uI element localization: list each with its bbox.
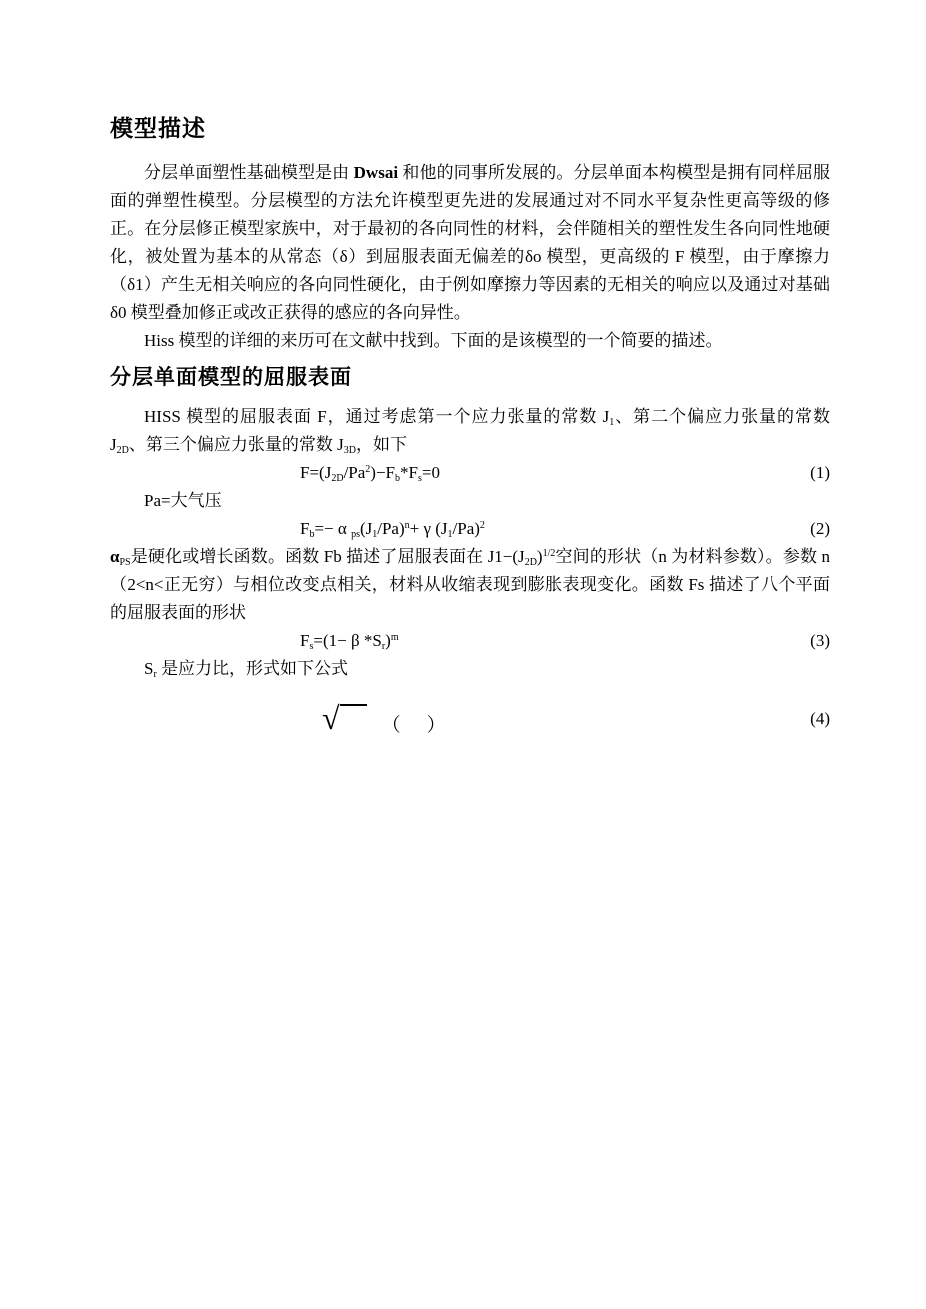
- paragraph-stress-ratio: $S_r$ 是应力比，形式如下公式: [144, 659, 349, 680]
- paragraph-yield-surface-intro: HISS 模型的屈服表面 F，通过考虑第一个应力张量的常数 $J_1$、第二个偏应力张量的常数 $J_{2D}$、第三个偏应力张量的常数 $J_{3D}$，如下: [110, 407, 831, 456]
- equation-1-number: (1): [810, 463, 830, 482]
- heading-yield-surface: 分层单面模型的屈服表面: [110, 366, 352, 389]
- paragraph-hardening-function: $\alpha_{PS}$是硬化或增长函数。函数 Fb 描述了屈服表面在 $J1-(J_{2D})^{1/2}$空间的形状（n 为材料参数）。参数 n（2<n<正无穷）与相位改变点相关，材料从收缩表现到膨胀表现变化。函数 Fs 描述了八个平面的屈服表面的形状: [110, 547, 831, 622]
- equation-2: [110, 515, 830, 543]
- equation-3-number: (3): [810, 631, 830, 650]
- equation-3: [110, 627, 830, 655]
- equation-3-formula: $F_s=(1- \beta$ $*S_r)^m$: [300, 631, 399, 652]
- equation-1-formula: $F=(J_{2D}/Pa^2)-F_b*F_s=0$: [300, 463, 440, 484]
- equation-2-number: (2): [810, 519, 830, 538]
- equation-4-open-paren: （: [381, 714, 401, 736]
- pa-definition-line: Pa=大气压: [144, 491, 222, 510]
- equation-1: [110, 459, 830, 487]
- square-root-glyph: √: [322, 700, 340, 736]
- heading-model-description: 模型描述: [110, 115, 206, 141]
- equation-4: [110, 695, 830, 751]
- equation-2-formula: $F_b=- \alpha$ $_{ps}(J_1/Pa)^n+ \gamma$ $(J_1/Pa)^2$: [300, 519, 485, 540]
- equation-4-close-paren: ）: [426, 714, 446, 736]
- paragraph-model-intro: 分层单面塑性基础模型是由 Dwsai 和他的同事所发展的。分层单面本构模型是拥有同样屈服面的弹塑性模型。分层模型的方法允许模型更先进的发展通过对不同水平复杂性更高等级的修正。在分层修正模型家族中，对于最初的各向同性的材料，会伴随相关的塑性发生各向同性地硬化，被处置为基本的从常态（δ）到屈服表面无偏差的δo 模型，更高级的 F 模型，由于摩擦力（δ1）产生无相关响应的各向同性硬化，由于例如摩擦力等因素的无相关的响应以及通过对基础δ0 模型叠加修正或改正获得的感应的各向异性。: [110, 163, 831, 322]
- vinculum-bar: [340, 704, 367, 706]
- equation-4-number: (4): [810, 709, 830, 728]
- square-root-icon: [322, 702, 340, 734]
- paragraph-hiss-reference: Hiss 模型的详细的来历可在文献中找到。下面的是该模型的一个简要的描述。: [144, 331, 723, 350]
